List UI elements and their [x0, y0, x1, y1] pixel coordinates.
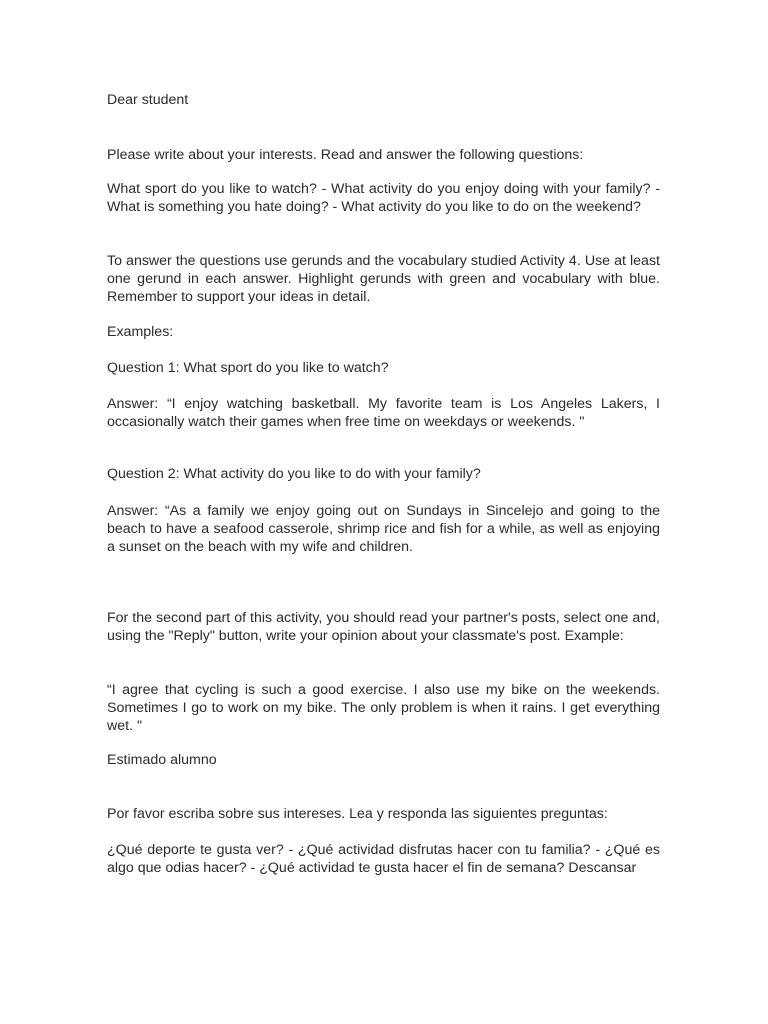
question-1: Question 1: What sport do you like to watch? [107, 360, 389, 376]
instruction-en: Please write about your interests. Read and answer the following questions: [107, 147, 584, 163]
answer-2: Answer: “As a family we enjoy going out on Sundays in Sincelejo and going to the beach to have a seafood casserole, shrimp rice and fish for a while, as well as enjoying a sunset on the beach with my wife and children. [107, 503, 660, 555]
second-part-instruction: For the second part of this activity, you should read your partner's posts, select one and, using the "Reply" button, write your opinion about your classmate's post. Example: [107, 610, 660, 644]
reply-example: “I agree that cycling is such a good exercise. I also use my bike on the weekends. Sometimes I go to work on my bike. The only problem is when it rains. I get everything wet. " [107, 682, 660, 734]
instruction-es: Por favor escriba sobre sus intereses. Lea y responda las siguientes preguntas: [107, 806, 608, 822]
greeting-en: Dear student [107, 92, 189, 108]
questions-en: What sport do you like to watch? - What activity do you enjoy doing with your family? - What is something you hate doing? - What activity do you like to do on the weekend? [107, 181, 660, 215]
answer-1: Answer: “I enjoy watching basketball. My favorite team is Los Angeles Lakers, I occasionally watch their games when free time on weekdays or weekends. " [107, 396, 660, 430]
greeting-es: Estimado alumno [107, 752, 217, 768]
examples-heading: Examples: [107, 324, 174, 340]
questions-es: ¿Qué deporte te gusta ver? - ¿Qué actividad disfrutas hacer con tu familia? - ¿Qué es algo que odias hacer? - ¿Qué actividad te gusta hacer el fin de semana? Descansar [107, 842, 660, 876]
question-2: Question 2: What activity do you like to do with your family? [107, 466, 481, 482]
guidelines-en: To answer the questions use gerunds and the vocabulary studied Activity 4. Use at least one gerund in each answer. Highlight gerunds with green and vocabulary with blue. Remember to support your ideas in detail. [107, 253, 660, 305]
